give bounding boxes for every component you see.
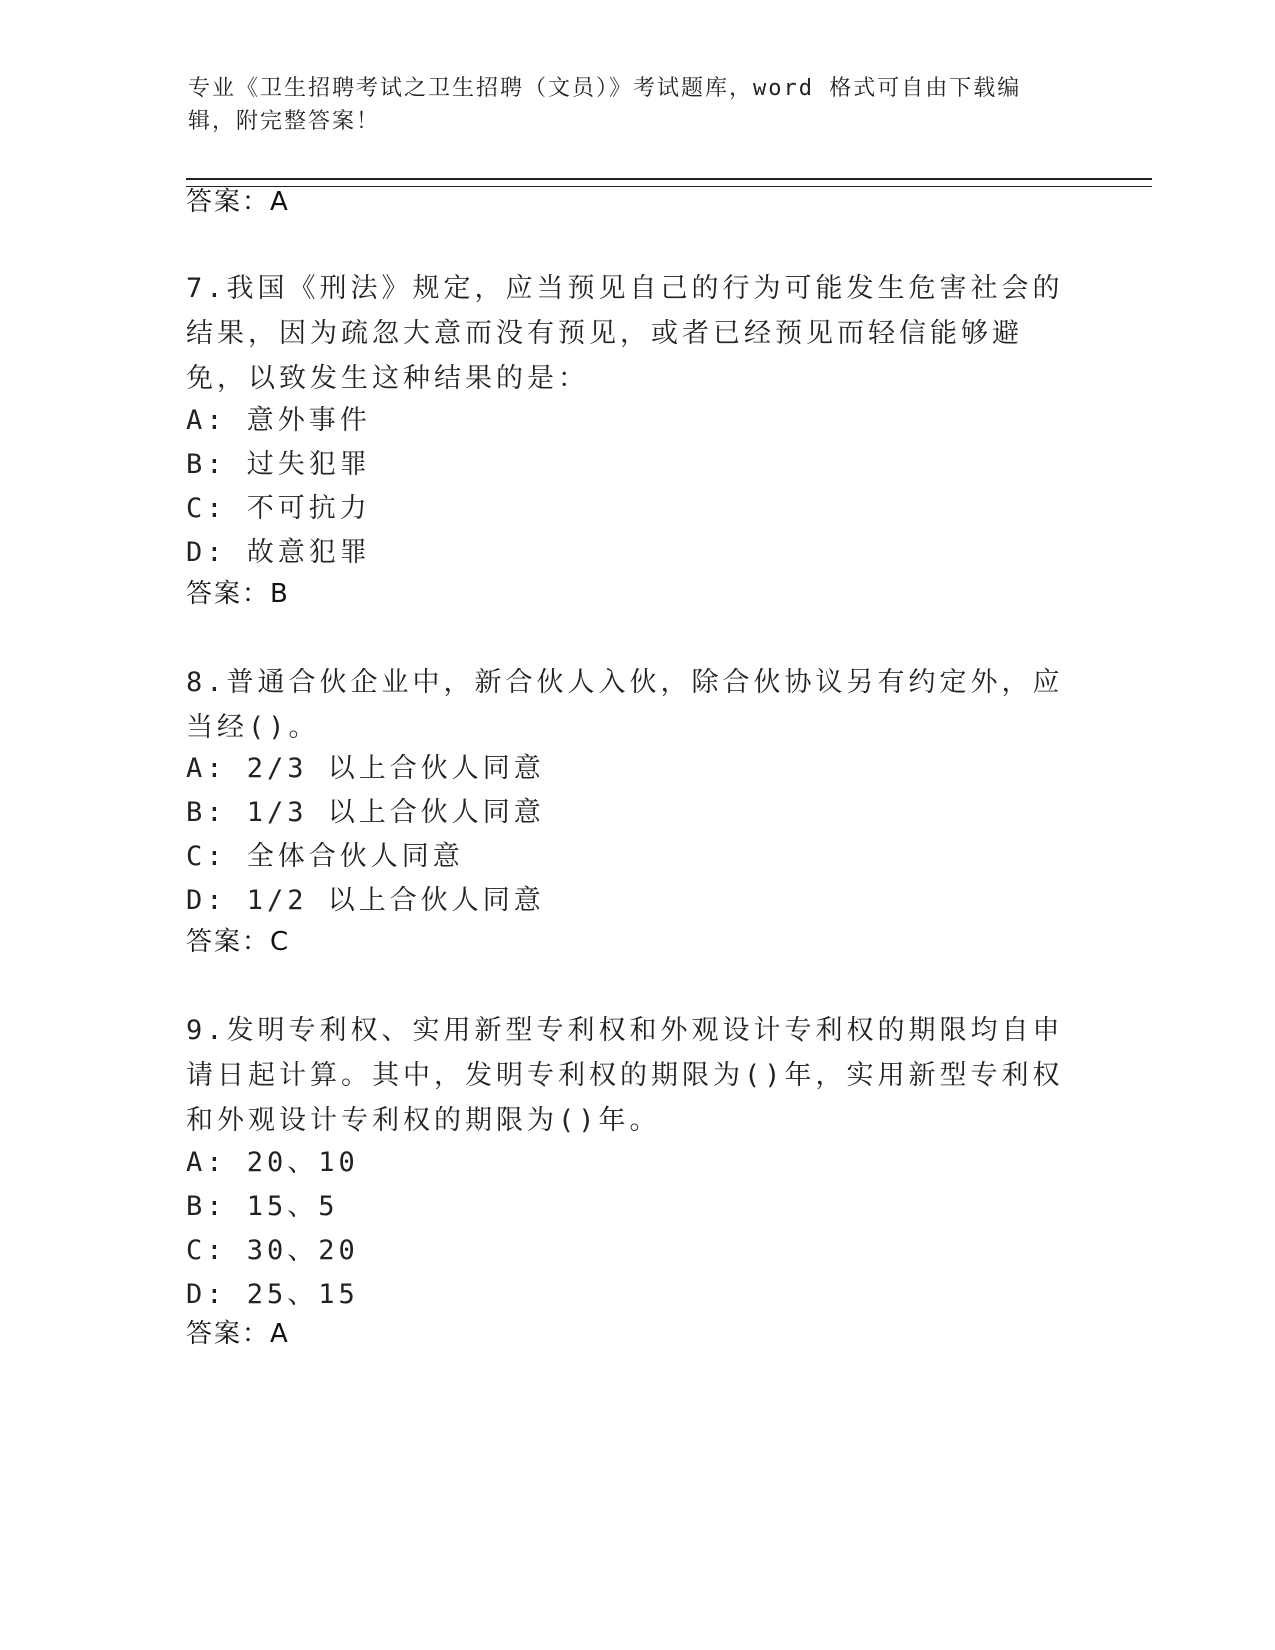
- question-7-answer: 答案：B: [186, 579, 290, 609]
- question-7-option-c: C: 不可抗力: [186, 493, 371, 524]
- previous-answer: 答案：A: [186, 187, 290, 217]
- question-9-answer: 答案：A: [186, 1319, 290, 1349]
- question-7-option-d: D: 故意犯罪: [186, 537, 371, 568]
- question-9-option-a: A: 20、10: [186, 1147, 359, 1178]
- question-9-option-c: C: 30、20: [186, 1235, 359, 1266]
- question-7: 7.我国《刑法》规定，应当预见自己的行为可能发生危害社会的结果，因为疏忽大意而没有预见，或者已经预见而轻信能够避免，以致发生这种结果的是：: [186, 273, 1064, 394]
- question-8-option-a: A: 2/3 以上合伙人同意: [186, 753, 545, 784]
- question-8-answer: 答案：C: [186, 927, 291, 957]
- question-8-option-c: C: 全体合伙人同意: [186, 841, 464, 872]
- question-8: 8.普通合伙企业中，新合伙人入伙，除合伙协议另有约定外，应当经()。: [186, 667, 1064, 743]
- question-9-option-d: D: 25、15: [186, 1279, 359, 1310]
- question-7-option-b: B: 过失犯罪: [186, 449, 371, 480]
- question-9: 9.发明专利权、实用新型专利权和外观设计专利权的期限均自申请日起计算。其中，发明专利权的期限为()年，实用新型专利权和外观设计专利权的期限为()年。: [186, 1015, 1064, 1136]
- document-header: 专业《卫生招聘考试之卫生招聘（文员）》考试题库，word 格式可自由下载编辑，附完整答案！: [188, 76, 1022, 134]
- question-9-option-b: B: 15、5: [186, 1191, 339, 1222]
- question-8-option-b: B: 1/3 以上合伙人同意: [186, 797, 545, 828]
- question-8-option-d: D: 1/2 以上合伙人同意: [186, 885, 545, 916]
- question-7-option-a: A: 意外事件: [186, 405, 371, 436]
- header-divider: [186, 178, 1152, 187]
